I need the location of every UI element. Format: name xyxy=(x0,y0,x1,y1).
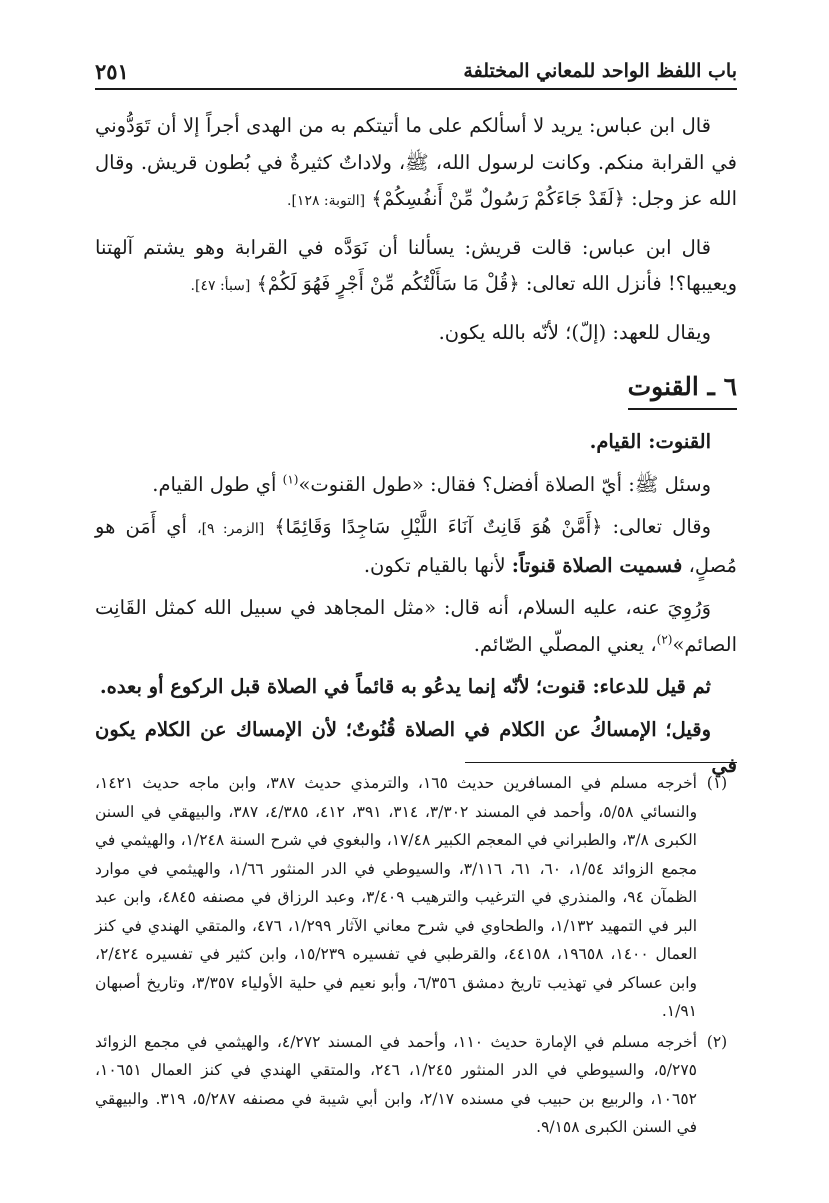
paragraph-hadith-1: وسئل ﷺ: أيّ الصلاة أفضل؟ فقال: «طول القنوت»$^{(١)}$ أي طول القيام. xyxy=(152,472,711,496)
footnote-2 xyxy=(95,1028,737,1142)
verse-reference: [الزمر: ٩]، xyxy=(197,521,265,537)
footnotes xyxy=(95,762,737,1144)
section-heading-wrap xyxy=(95,361,737,424)
quran-verse: ﴿لَقَدْ جَاءَكُمْ رَسُولٌ مِّنْ أَنفُسِكُمْ﴾ xyxy=(371,188,625,210)
footnote-marker-1: (١) xyxy=(282,472,299,486)
paragraph-ibn-abbas-2: قال ابن عباس: قالت قريش: يسألنا أن نَوَدَّه في القرابة وهو يشتم آلهتنا ويعيبها؟! فأنزل الله تعالى: ﴿قُلْ مَا سَأَلْتُكُم مِّنْ أَجْرٍ فَهُوَ لَكُمْ﴾ [سبأ: ٤٧]. xyxy=(95,235,737,295)
verse-reference: [سبأ: ٤٧]. xyxy=(190,278,251,294)
quran-verse: ﴿قُلْ مَا سَأَلْتُكُم مِّنْ أَجْرٍ فَهُوَ لَكُمْ﴾ xyxy=(256,273,520,295)
definition-qunut: القنوت: القيام. xyxy=(589,430,711,453)
page-header xyxy=(95,48,737,90)
page-number: ٢٥١ xyxy=(95,59,129,84)
footnote-text: أخرجه مسلم في المسافرين حديث ١٦٥، والترمذي حديث ٣٨٧، وابن ماجه حديث ١٤٢١، والنسائي ٥/٥٨، وأحمد في المسند ٣/٣٠٢، ٣١٤، ٣٩١، ٤١٢، ٤/٣٨٥، ٣٨٧، والبيهقي في السنن الكبرى ٣/٨، والطبراني في المعجم الكبير ١٧/٤٨، والبغوي في شرح السنة ١/٢٤٨، والهيثمي في مجمع الزوائد ١/٥٤، ٦٠، ٦١، ٣/١١٦، والسيوطي في الدر المنثور ١/٦٦، والهيثمي في موارد الظمآن ٩٤، والمنذري في الترغيب والترهيب ٣/٤٠٩، وعبد الرزاق في مصنفه ٤٨٤٥، وابن عبد البر في التمهيد ١/١٣٢، والطحاوي في شرح معاني الآثار ١/٢٩٩، ٤٧٦، والمتقي الهندي في كنز العمال ١٤٠٠، ١٩٦٥٨، ٤٤١٥٨، والقرطبي في تفسيره ١٥/٢٣٩، وابن كثير في تفسيره ٢/٤٢٤، وابن عساكر في تهذيب تاريخ دمشق ٦/٣٥٦، وأبو نعيم في حلية الأولياء ٣/٣٥٧، وتاريخ أصبهان ١/٩١. xyxy=(95,774,698,1020)
footnote-number: (٢) xyxy=(706,1032,728,1051)
footnote-text: أخرجه مسلم في الإمارة حديث ١١٠، وأحمد في المسند ٤/٢٧٢، والهيثمي في مجمع الزوائد ٥/٢٧٥، والسيوطي في الدر المنثور ١/٢٤٥، ٢٤٦، والمتقي الهندي في كنز العمال ١٠٦٥١، ١٠٦٥٢، والربيع بن حبيب في مسنده ٢/١٧، وابن أبي شيبة في مصنفه ٥/٢٨٧، ٣١٩. والبيهقي في السنن الكبرى ٩/١٥٨. xyxy=(95,1032,698,1136)
main-text xyxy=(95,108,737,791)
paragraph-imsak: وقيل؛ الإمساكُ عن الكلام في الصلاة قُنُوتٌ؛ لأن الإمساك عن الكلام يكون في xyxy=(95,717,737,777)
paragraph-ahd: ويقال للعهد: (إلّ)؛ لأنّه بالله يكون. xyxy=(438,320,711,344)
paragraph-dua: ثم قيل للدعاء: قنوت؛ لأنّه إنما يدعُو به قائماً في الصلاة قبل الركوع أو بعده. xyxy=(99,675,711,698)
footnote-marker-2: (٢) xyxy=(656,632,673,646)
footnote-1 xyxy=(95,769,737,1026)
paragraph-hadith-2: وَرُوِيَ عنه، عليه السلام، أنه قال: «مثل المجاهد في سبيل الله كمثل القَانِت الصائم»$^{(٢)}$، يعني المصلّي الصّائم. xyxy=(95,596,737,656)
paragraph-ibn-abbas-1: قال ابن عباس: يريد لا أسألكم على ما أتيتكم به من الهدى أجراً إلا أن تَوَدُّوني في القرابة منكم. وكانت لرسول الله، ﷺ، ولاداتٌ كثيرةٌ في بُطون قريش. وقال الله عز وجل: ﴿لَقَدْ جَاءَكُمْ رَسُولٌ مِّنْ أَنفُسِكُمْ﴾ [التوبة: ١٢٨]. xyxy=(95,114,737,210)
running-title: باب اللفظ الواحد للمعاني المختلفة xyxy=(463,60,737,82)
footnote-number: (١) xyxy=(706,774,728,792)
quran-verse: ﴿أَمَّنْ هُوَ قَانِتٌ آنَاءَ اللَّيْلِ سَاجِدًا وَقَائِمًا﴾ xyxy=(274,516,603,538)
paragraph-verse-zumar: وقال تعالى: ﴿أَمَّنْ هُوَ قَانِتٌ آنَاءَ اللَّيْلِ سَاجِدًا وَقَائِمًا﴾ [الزمر: ٩]، أي أَمَن هو مُصلٍ، فسميت الصلاة قنوتاً: لأنها بالقيام تكون. xyxy=(95,515,737,577)
verse-reference: [التوبة: ١٢٨]. xyxy=(287,193,366,209)
section-title: ٦ ـ القنوت xyxy=(628,369,737,410)
footnote-divider xyxy=(465,762,737,763)
